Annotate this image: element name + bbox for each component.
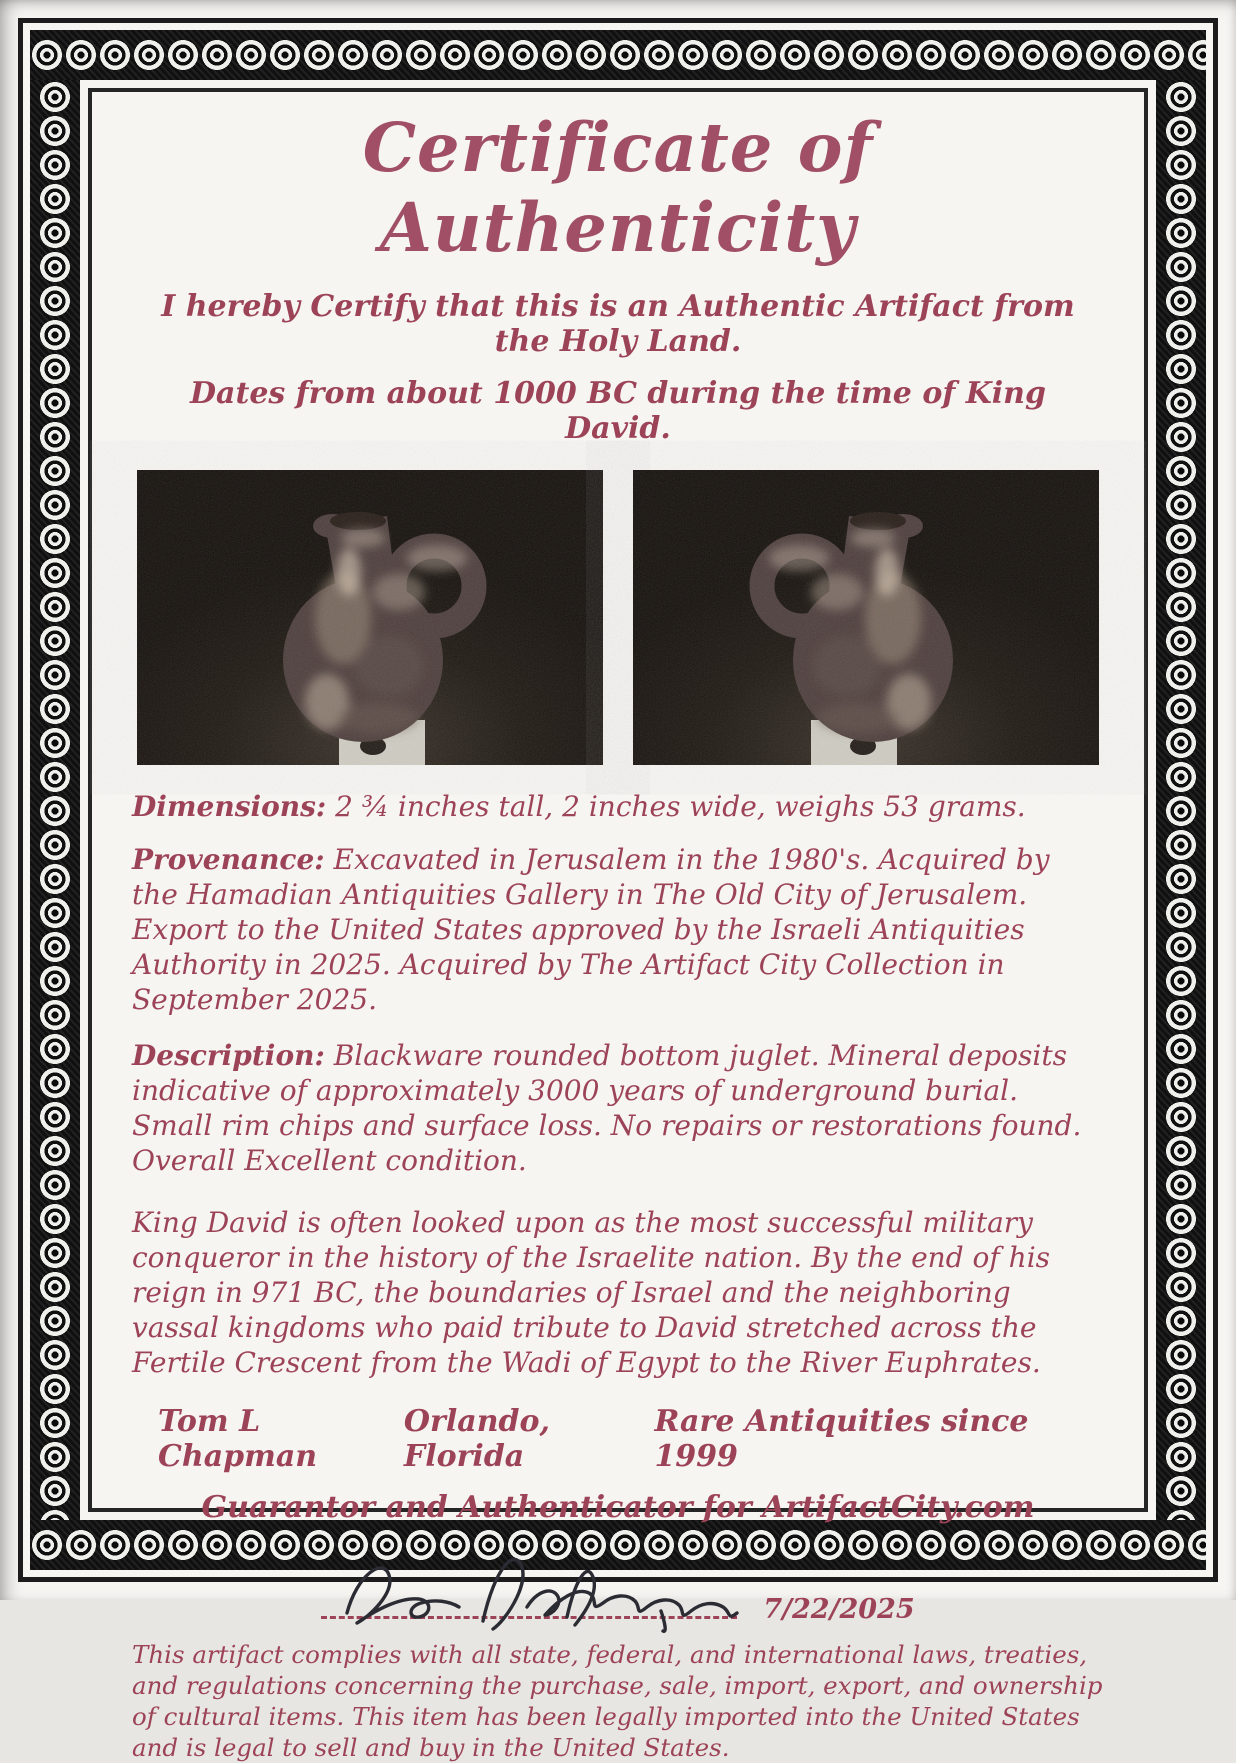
dimensions-text: 2 ¾ inches tall, 2 inches wide, weighs 53 grams.	[335, 789, 1026, 823]
artifact-photos	[132, 470, 1104, 765]
description-text: Blackware rounded bottom juglet. Mineral deposits indicative of approximately 3000 years of underground burial. Small rim chips and surface loss. No repairs or restorations found. Overall Excellent condition.	[132, 1038, 1082, 1177]
circle-pattern-border-right	[1156, 80, 1206, 1520]
signature-area	[132, 1529, 1104, 1631]
signature-date: 7/22/2025	[763, 1593, 915, 1625]
artifact-photo-left	[137, 470, 603, 765]
dimensions-paragraph	[132, 789, 1104, 824]
provenance-text: Excavated in Jerusalem in the 1980's. Acquired by the Hamadian Antiquities Gallery in The Old City of Jerusalem. Export to the United States approved by the Israeli Antiquities Authority in 2025. Acquired by The Artifact City Collection in September 2025.	[132, 842, 1050, 1016]
artifact-photo-right	[633, 470, 1099, 765]
guarantor-line: Guarantor and Authenticator for ArtifactCity.com	[201, 1489, 1035, 1525]
dimensions-label: Dimensions:	[132, 789, 327, 823]
history-paragraph: King David is often looked upon as the most successful military conqueror in the history of the Israelite nation. By the end of his reign in 971 BC, the boundaries of Israel and the neighboring vassal kingdoms who paid tribute to David stretched across the Fertile Crescent from the Wadi of Egypt to the River Euphrates.	[132, 1205, 1051, 1379]
provenance-paragraph	[132, 842, 1104, 1017]
signer-tagline: Rare Antiquities since 1999	[654, 1403, 1029, 1474]
certify-statement: I hereby Certify that this is an Authentic Artifact from the Holy Land.	[161, 288, 1075, 359]
signature-line	[321, 1529, 737, 1631]
legal-compliance-text: This artifact complies with all state, federal, and international laws, treaties, and regulations concerning the purchase, sale, import, export, and ownership of cultural items. This item has been legally imported into the United States and is legal to sell and buy in the United States.	[132, 1639, 1103, 1762]
description-label: Description:	[132, 1038, 325, 1072]
circle-pattern-border-left	[30, 80, 80, 1520]
signer-name: Tom L Chapman	[158, 1403, 318, 1474]
circle-pattern-border-top	[30, 30, 1206, 80]
description-paragraph	[132, 1038, 1104, 1178]
handwritten-signature	[331, 1533, 751, 1637]
signer-location: Orlando, Florida	[403, 1403, 550, 1474]
certificate-content	[92, 92, 1144, 1762]
dating-statement: Dates from about 1000 BC during the time of King David.	[190, 375, 1046, 446]
page-title: Certificate of Authenticity	[362, 108, 874, 268]
signer-row	[132, 1404, 1104, 1474]
provenance-label: Provenance:	[132, 842, 325, 876]
